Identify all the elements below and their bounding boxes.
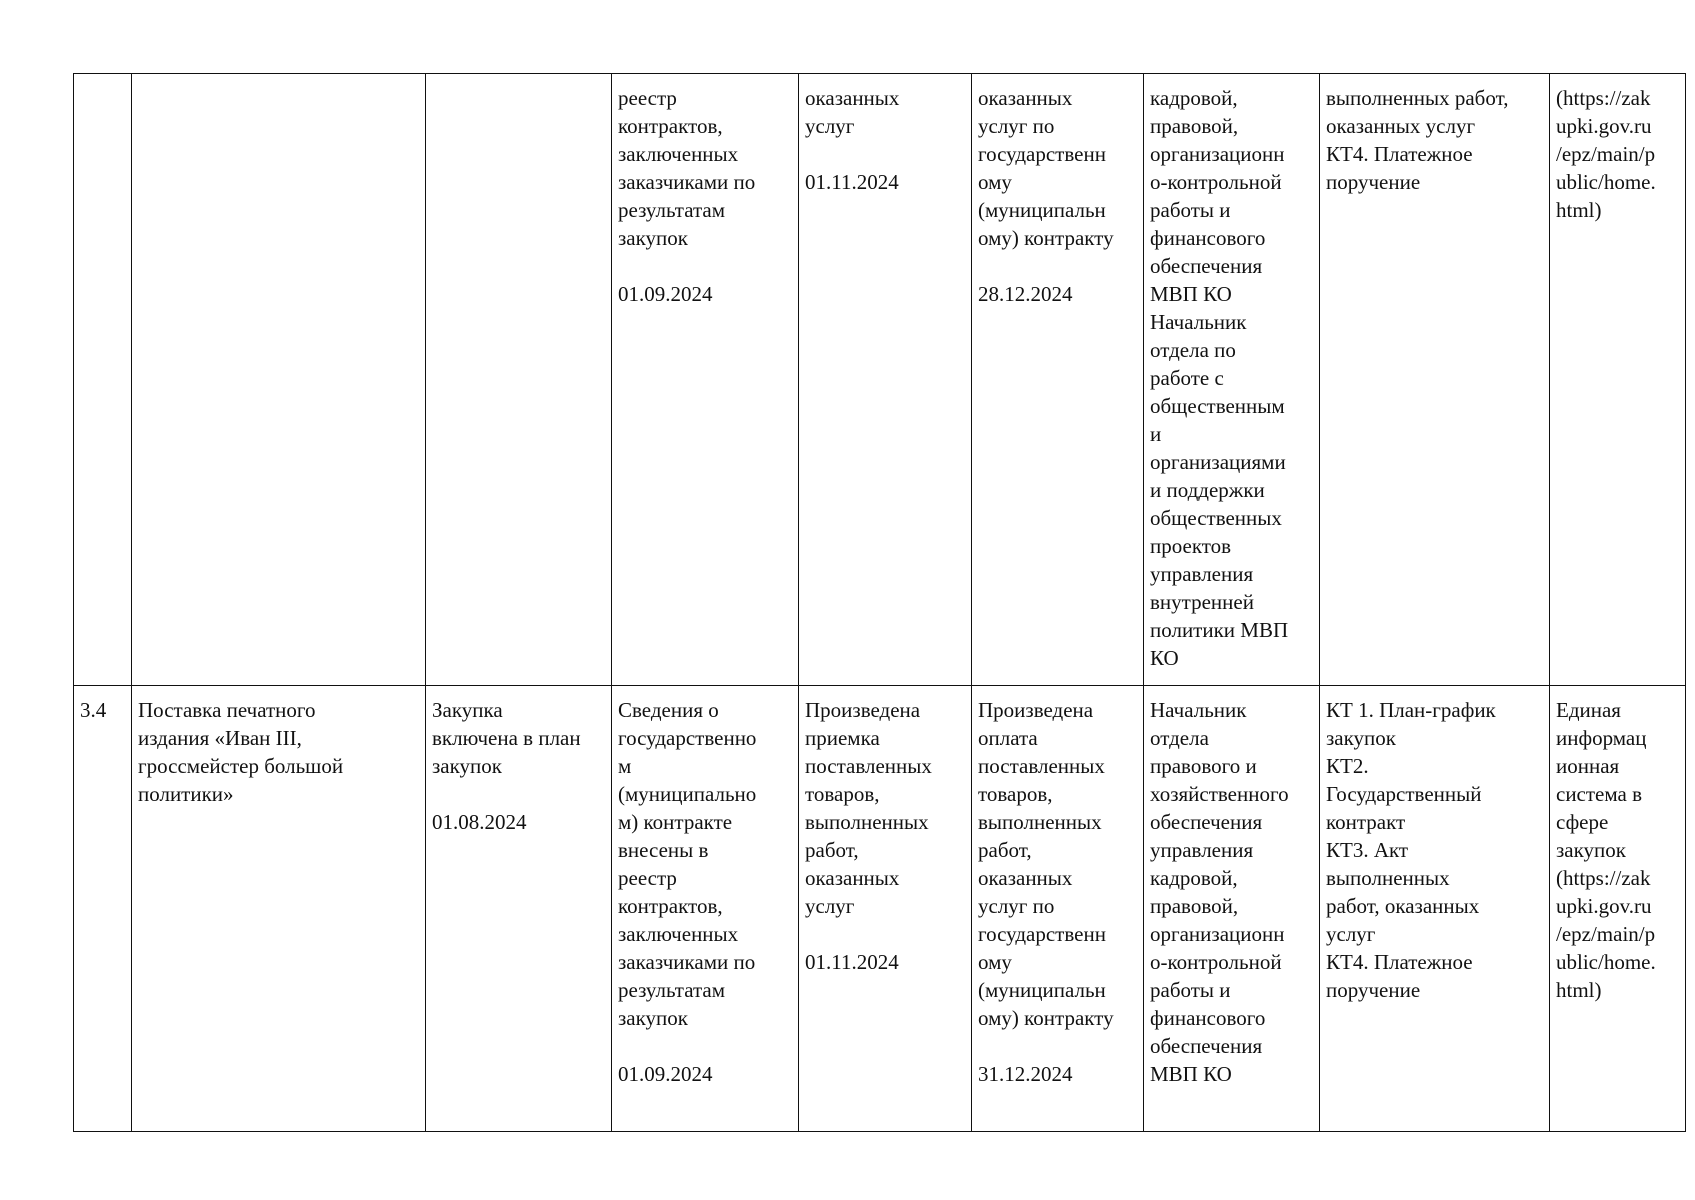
- cell-responsible: кадровой, правовой, организационн о-контрольной работы и финансового обеспечения МВП КО Начальник отдела по работе с общественным и организациями и поддержки общественных проектов управления внутренней политики МВП КО: [1144, 74, 1320, 686]
- table-row: [74, 686, 1686, 1132]
- cell-event: Закупка включена в план закупок 01.08.2024: [426, 686, 612, 1132]
- cell-info-system: (https://zak upki.gov.ru /epz/main/p ublic/home. html): [1550, 74, 1686, 686]
- schedule-table: [73, 73, 1686, 1132]
- cell-name: [132, 74, 426, 686]
- cell-event: [426, 74, 612, 686]
- cell-acceptance: оказанных услуг 01.11.2024: [799, 74, 972, 686]
- cell-info-system: Единая информац ионная система в сфере закупок (https://zak upki.gov.ru /epz/main/p ublic/home. html): [1550, 686, 1686, 1132]
- cell-name: Поставка печатного издания «Иван III, гроссмейстер большой политики»: [132, 686, 426, 1132]
- cell-registry-info: реестр контрактов, заключенных заказчиками по результатам закупок 01.09.2024: [612, 74, 799, 686]
- cell-responsible: Начальник отдела правового и хозяйственного обеспечения управления кадровой, правовой, организационн о-контрольной работы и финансового обеспечения МВП КО: [1144, 686, 1320, 1132]
- cell-number: 3.4: [74, 686, 132, 1132]
- cell-number: [74, 74, 132, 686]
- cell-acceptance: Произведена приемка поставленных товаров, выполненных работ, оказанных услуг 01.11.2024: [799, 686, 972, 1132]
- cell-registry-info: Сведения о государственно м (муниципально м) контракте внесены в реестр контрактов, заключенных заказчиками по результатам закупок 01.09.2024: [612, 686, 799, 1132]
- cell-payment: Произведена оплата поставленных товаров, выполненных работ, оказанных услуг по государственн ому (муниципальн ому) контракту 31.12.2024: [972, 686, 1144, 1132]
- cell-documents: КТ 1. План-график закупок КТ2. Государственный контракт КТ3. Акт выполненных работ, оказанных услуг КТ4. Платежное поручение: [1320, 686, 1550, 1132]
- cell-documents: выполненных работ, оказанных услуг КТ4. Платежное поручение: [1320, 74, 1550, 686]
- table-row: [74, 74, 1686, 686]
- cell-payment: оказанных услуг по государственн ому (муниципальн ому) контракту 28.12.2024: [972, 74, 1144, 686]
